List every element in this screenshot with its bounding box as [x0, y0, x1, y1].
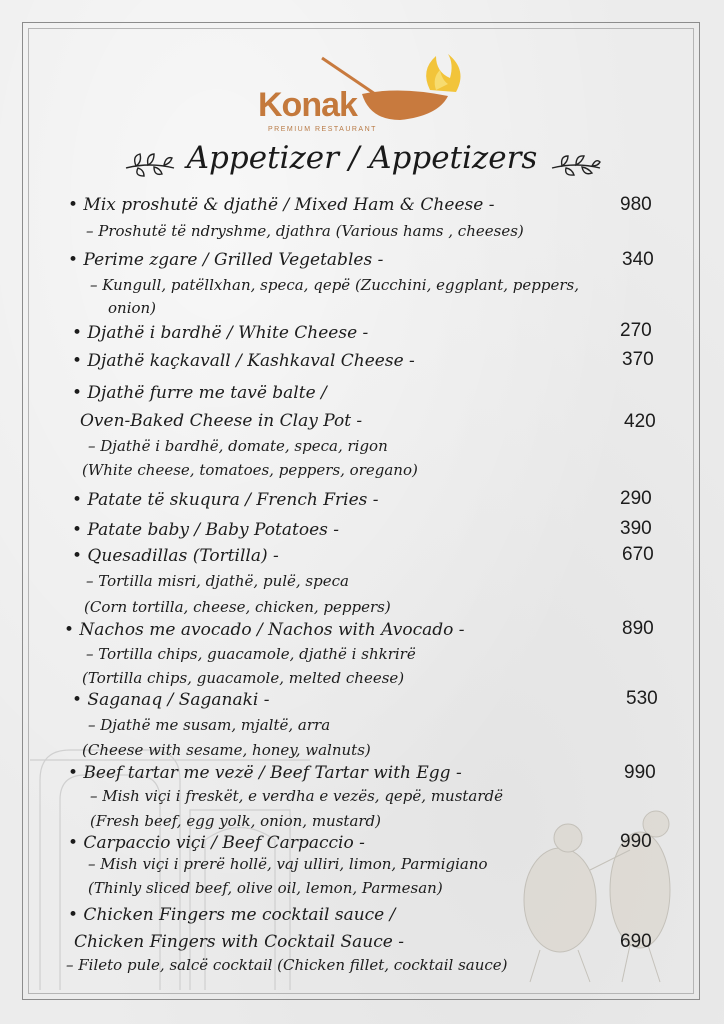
menu-item-price: 530	[626, 688, 658, 709]
menu-item-name-continued: Chicken Fingers with Cocktail Sauce -	[74, 932, 404, 952]
menu-item-description: (Thinly sliced beef, olive oil, lemon, Parmesan)	[88, 879, 443, 897]
menu-item-name: • Djathë kaçkavall / Kashkaval Cheese -	[72, 351, 415, 371]
menu-item-price: 890	[622, 618, 654, 639]
brand-name: Konak	[258, 86, 357, 124]
menu-item-name: • Patate baby / Baby Potatoes -	[72, 520, 340, 540]
menu-item-name: • Quesadillas (Tortilla) -	[72, 546, 279, 566]
menu-item-description: – Proshutë të ndryshme, djathra (Various hams , cheeses)	[86, 222, 524, 240]
menu-item-description: – Tortilla chips, guacamole, djathë i shkrirë	[86, 645, 416, 663]
menu-item-name: • Patate të skuqura / French Fries -	[72, 490, 379, 510]
menu-item-name: • Carpaccio viçi / Beef Carpaccio -	[68, 833, 365, 853]
menu-item-price: 420	[624, 411, 656, 432]
menu-item-description: (Corn tortilla, cheese, chicken, peppers)	[84, 598, 391, 616]
page-title: Appetizer / Appetizers	[186, 140, 538, 176]
menu-item-price: 390	[620, 518, 652, 539]
menu-item-description: – Mish viçi i freskët, e verdha e vezës, qepë, mustardë	[90, 787, 504, 805]
menu-item-name: • Djathë furre me tavë balte /	[72, 383, 327, 403]
menu-item-price: 290	[620, 488, 652, 509]
menu-item-description: – Djathë i bardhë, domate, speca, rigon	[88, 437, 388, 455]
menu-item-price: 990	[620, 831, 652, 852]
menu-item-price: 340	[622, 249, 654, 270]
menu-item-price: 270	[620, 320, 652, 341]
menu-item-price: 690	[620, 931, 652, 952]
menu-item-description: – Kungull, patëllxhan, speca, qepë (Zucchini, eggplant, peppers,	[90, 276, 579, 294]
menu-item-description: – Fileto pule, salcë cocktail (Chicken fillet, cocktail sauce)	[66, 956, 508, 974]
menu-item-name: • Chicken Fingers me cocktail sauce /	[68, 905, 396, 925]
menu-item-name: • Saganaq / Saganaki -	[72, 690, 270, 710]
menu-item-name: • Mix proshutë & djathë / Mixed Ham & Cheese -	[68, 195, 495, 215]
menu-item-description: (Fresh beef, egg yolk, onion, mustard)	[90, 812, 382, 830]
menu-item-price: 670	[622, 544, 654, 565]
menu-item-description: (White cheese, tomatoes, peppers, oregano)	[82, 461, 418, 479]
menu-item-name: • Djathë i bardhë / White Cheese -	[72, 323, 369, 343]
menu-item-description: – Djathë me susam, mjaltë, arra	[88, 716, 331, 734]
brand-tagline: PREMIUM RESTAURANT	[268, 126, 377, 133]
menu-item-price: 990	[624, 762, 656, 783]
leaf-sprig-right-icon	[550, 152, 602, 178]
menu-item-description: – Mish viçi i prerë hollë, vaj ulliri, limon, Parmigiano	[88, 855, 488, 873]
menu-item-name: • Nachos me avocado / Nachos with Avocado -	[64, 620, 465, 640]
menu-item-price: 370	[622, 349, 654, 370]
menu-item-description: onion)	[108, 299, 157, 317]
menu-item-name: • Perime zgare / Grilled Vegetables -	[68, 250, 384, 270]
menu-item-name: • Beef tartar me vezë / Beef Tartar with Egg -	[68, 763, 462, 783]
menu-item-name-continued: Oven-Baked Cheese in Clay Pot -	[80, 411, 363, 431]
menu-item-price: 980	[620, 194, 652, 215]
menu-item-description: – Tortilla misri, djathë, pulë, speca	[86, 572, 349, 590]
menu-item-description: (Tortilla chips, guacamole, melted cheese)	[82, 669, 405, 687]
menu-item-description: (Cheese with sesame, honey, walnuts)	[82, 741, 371, 759]
